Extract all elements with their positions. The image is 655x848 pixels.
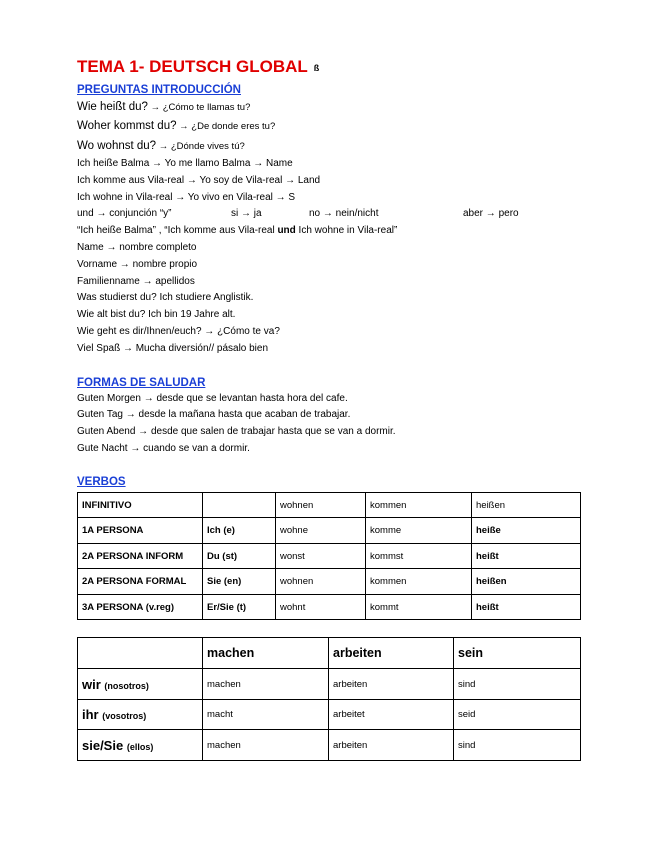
table-cell: 1A PERSONA — [78, 518, 203, 544]
table-cell: komme — [366, 518, 472, 544]
table-cell: arbeiten — [329, 730, 454, 761]
question-2-es: → ¿De donde eres tu? — [176, 121, 276, 133]
question-1-de: Wie heißt du? — [77, 100, 148, 113]
table-header-cell: arbeiten — [329, 638, 454, 669]
pronoun: ihr — [82, 707, 99, 723]
verb-conjugation-table — [77, 492, 581, 621]
conj-si: si → ja — [231, 208, 262, 220]
table-cell: machen — [203, 669, 329, 700]
table-cell: kommt — [366, 594, 472, 620]
table-cell: kommst — [366, 543, 472, 569]
greetings-heading: FORMAS DE SALUDAR — [77, 376, 206, 389]
example-und: und — [277, 225, 296, 237]
table-row — [78, 569, 581, 595]
table-cell: sind — [454, 730, 581, 761]
intro-line: Ich heiße Balma → Yo me llamo Balma → Name — [77, 158, 293, 170]
table-cell: kommen — [366, 569, 472, 595]
greeting-line: Gute Nacht → cuando se van a dormir. — [77, 442, 250, 454]
table-cell: 3A PERSONA (v.reg) — [78, 594, 203, 620]
table-cell: INFINITIVO — [78, 492, 203, 518]
table-cell: 2A PERSONA INFORM — [78, 543, 203, 569]
table-row — [78, 594, 581, 620]
table-cell: Ich (e) — [203, 518, 276, 544]
example-sentence — [77, 223, 582, 240]
table-row — [78, 492, 581, 518]
question-3-es: → ¿Dónde vives tú? — [156, 140, 245, 152]
table-cell: kommen — [366, 492, 472, 518]
table-cell: heißt — [472, 543, 581, 569]
table-cell: seid — [454, 699, 581, 730]
table-cell: wohnen — [276, 492, 366, 518]
table-cell: Du (st) — [203, 543, 276, 569]
table-cell: heißen — [472, 492, 581, 518]
conj-aber: aber → pero — [463, 208, 519, 220]
table-cell: arbeiten — [329, 669, 454, 700]
pronoun-cell — [78, 730, 203, 761]
table-cell: wohnen — [276, 569, 366, 595]
intro-heading: PREGUNTAS INTRODUCCIÓN — [77, 83, 241, 96]
table-cell: heiße — [472, 518, 581, 544]
table-cell: wohne — [276, 518, 366, 544]
title-mark: ß — [313, 62, 320, 73]
document-page — [77, 56, 582, 761]
question-3-de: Wo wohnst du? — [77, 139, 157, 152]
intro-line: Ich wohne in Vila-real → Yo vivo en Vila-real → S — [77, 191, 296, 203]
greeting-line: Guten Abend → desde que salen de trabajar hasta que se van a dormir. — [77, 426, 396, 438]
table-cell — [203, 492, 276, 518]
table-row — [78, 730, 581, 761]
table-cell: macht — [203, 699, 329, 730]
intro-line: Ich komme aus Vila-real → Yo soy de Vila-real → Land — [77, 174, 321, 186]
pronoun-cell — [78, 669, 203, 700]
intro-line: Vorname → nombre propio — [77, 258, 198, 270]
pronoun: sie/Sie — [82, 737, 124, 753]
table-header-row — [78, 638, 581, 669]
intro-line: Viel Spaß → Mucha diversión// pásalo bien — [77, 342, 269, 354]
intro-line: Wie geht es dir/Ihnen/euch? → ¿Cómo te va? — [77, 325, 280, 337]
pronoun-cell — [78, 699, 203, 730]
intro-line: Was studierst du? Ich studiere Anglistik. — [77, 292, 254, 304]
table-cell: wonst — [276, 543, 366, 569]
question-2-de: Woher kommst du? — [77, 120, 177, 133]
table-row — [78, 518, 581, 544]
table-row — [78, 543, 581, 569]
table-header-cell: sein — [454, 638, 581, 669]
table-row — [78, 699, 581, 730]
intro-question-3 — [77, 137, 582, 157]
conj-und: und → conjunción “y” — [77, 208, 172, 220]
intro-line: Familienname → apellidos — [77, 275, 195, 287]
table-cell: heißt — [472, 594, 581, 620]
intro-question-2 — [77, 117, 582, 137]
verbs-heading: VERBOS — [77, 475, 126, 488]
pronoun-note: (nosotros) — [104, 680, 149, 691]
pronoun-note: (ellos) — [126, 741, 154, 752]
question-1-es: → ¿Cómo te llamas tu? — [147, 101, 251, 113]
conj-no: no → nein/nicht — [309, 208, 379, 220]
table-row — [78, 669, 581, 700]
table-cell: Sie (en) — [203, 569, 276, 595]
intro-question-1 — [77, 98, 582, 118]
pronoun-note: (vosotros) — [102, 711, 147, 722]
intro-line: Name → nombre completo — [77, 242, 197, 253]
table-cell: wohnt — [276, 594, 366, 620]
conjunctions-line — [77, 206, 582, 223]
greeting-line: Guten Morgen → desde que se levantan hasta hora del cafe. — [77, 392, 348, 404]
table-header-cell: machen — [203, 638, 329, 669]
document-title — [77, 56, 582, 79]
table-cell: 2A PERSONA FORMAL — [78, 569, 203, 595]
table-cell: arbeitet — [329, 699, 454, 730]
intro-line: Wie alt bist du? Ich bin 19 Jahre alt. — [77, 309, 236, 321]
table-cell: Er/Sie (t) — [203, 594, 276, 620]
table-cell: machen — [203, 730, 329, 761]
table-header-cell — [78, 638, 203, 669]
irregular-verbs-table — [77, 637, 581, 761]
title-text: TEMA 1- DEUTSCH GLOBAL — [77, 57, 308, 76]
example-part-b: Ich wohne in Vila-real” — [295, 225, 398, 237]
table-cell: sind — [454, 669, 581, 700]
pronoun: wir — [82, 676, 101, 692]
greeting-line: Guten Tag → desde la mañana hasta que acaban de trabajar. — [77, 409, 351, 421]
example-part-a: “Ich heiße Balma” , “Ich komme aus Vila-real — [77, 225, 278, 237]
table-cell: heißen — [472, 569, 581, 595]
